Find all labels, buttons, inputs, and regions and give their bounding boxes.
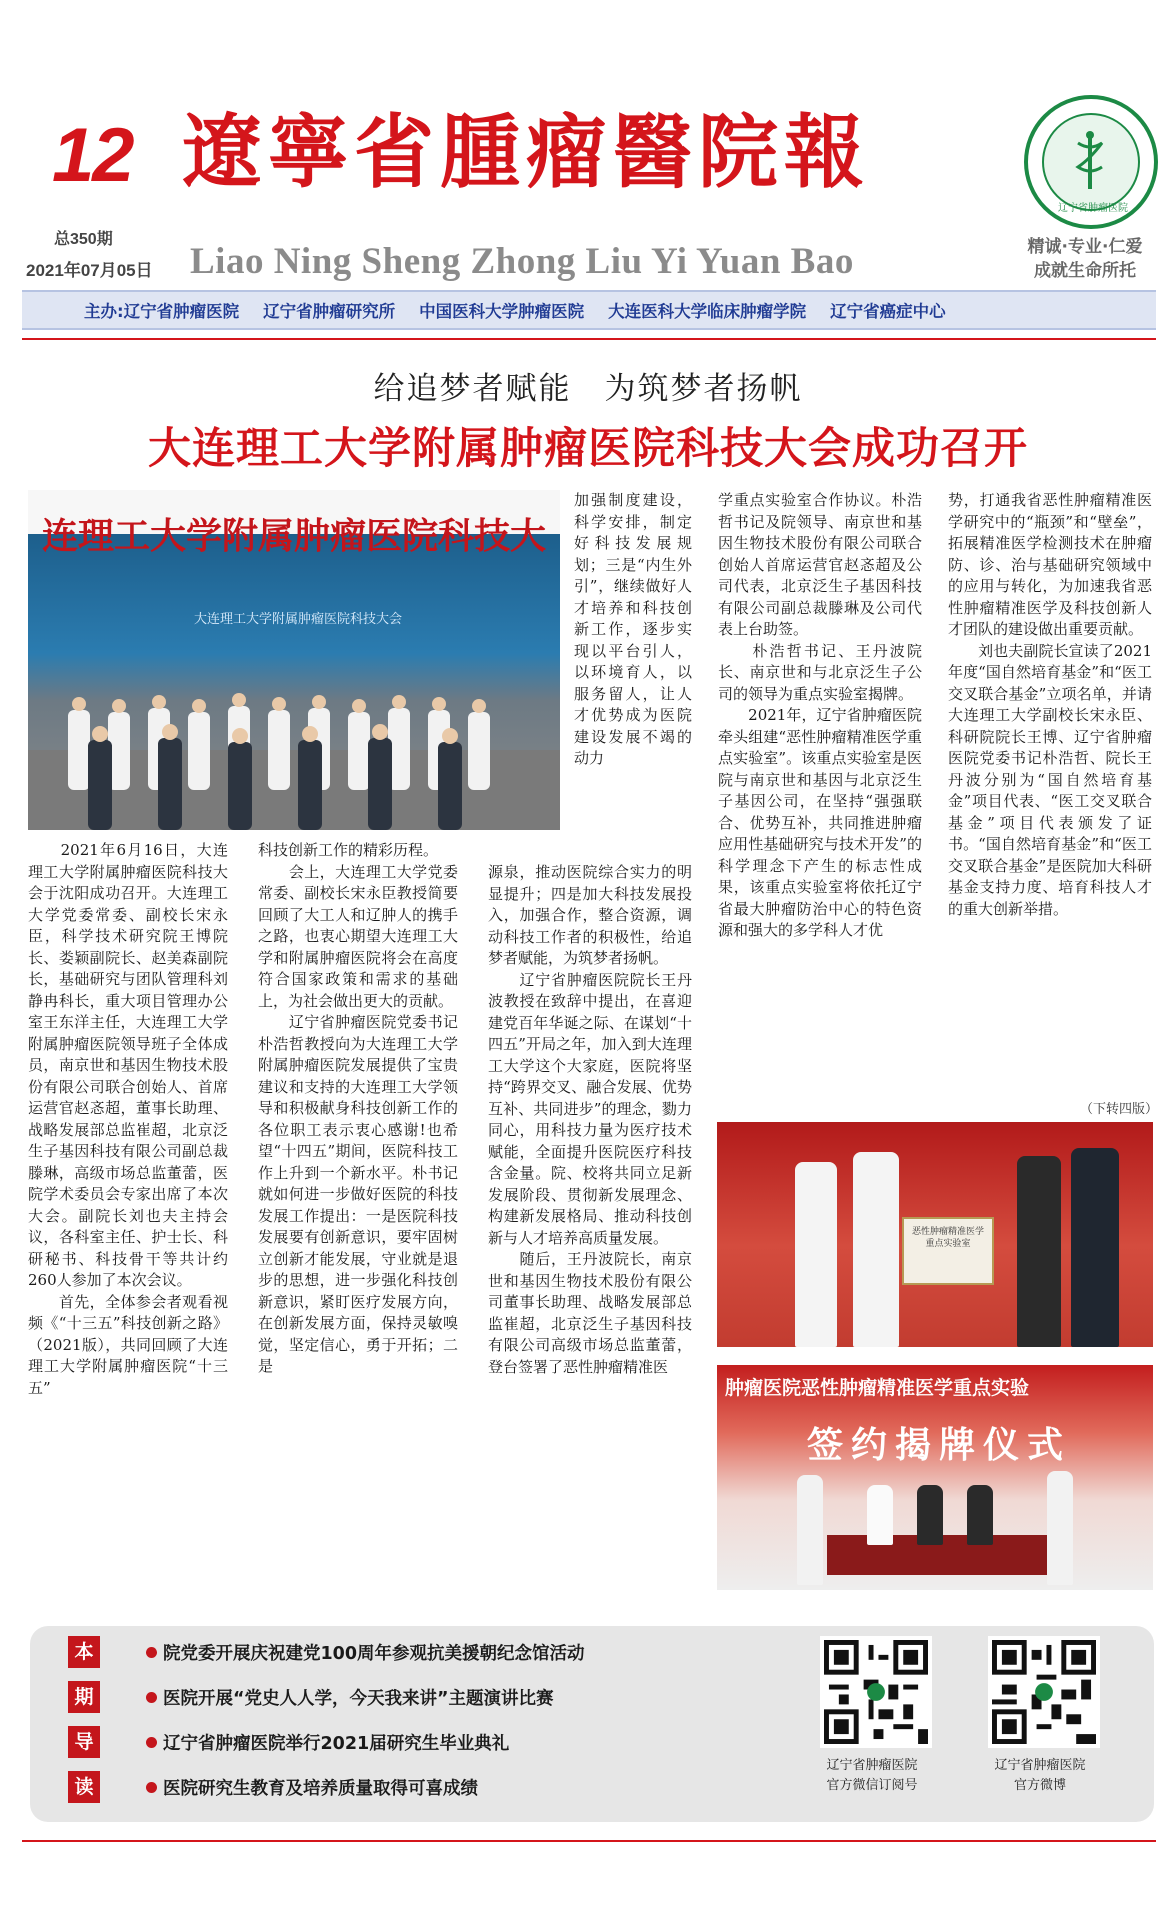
column-text: 加强制度建设，科学安排，制定好科技发展规划；三是“内生外引”，继续做好人才培养和科技创新工作，逐步实现以平台引人，以环境育人，以服务留人，让人才优势成为医院建设发展不竭的动力 <box>574 491 692 767</box>
page-number: 12 <box>52 113 133 198</box>
person-figure <box>967 1485 993 1545</box>
slogan-line1: 精诚·专业·仁爱 <box>1027 237 1143 257</box>
conference-photo <box>28 490 560 830</box>
sponsor-item: 辽宁省癌症中心 <box>830 302 946 321</box>
qr-caption-line: 辽宁省肿瘤医院 <box>826 1758 918 1773</box>
qr-caption-line: 官方微信订阅号 <box>826 1778 918 1793</box>
qr-caption <box>965 1756 1115 1796</box>
qr-caption <box>797 1756 947 1796</box>
divider <box>22 338 1156 340</box>
plaque-text: 恶性肿瘤精准医学重点实验室 <box>911 1227 984 1249</box>
divider <box>22 1840 1156 1842</box>
article-column-3a <box>574 490 692 770</box>
guide-tag: 导 <box>68 1726 100 1758</box>
column-text: 2021年6月16日，大连理工大学附属肿瘤医院科技大会于沈阳成功召开。大连理工大学党委常委、副校长宋永臣，科学技术研究院王博院长、娄颖副院长、赵美森副院长，基础研究与团队管理科刘静冉科长，重大项目管理办公室王东洋主任，大连理工大学附属肿瘤医院领导班子全体成员，南京世和基因生物技术股份有限公司联合创始人、首席运营官赵忞超，董事长助理、战略发展部总监崔超，北京泛生子基因科技有限公司副总裁滕琳，高级市场总监董蕾，医院学术委员会专家出席了本次大会。副院长刘也夫主持会议，各科室主任、护士长、科研秘书、科技骨干等共计约260人参加了本次会议。 首先，全体参会者观看视频《“十三五”科技创新之路》（2021版），共同回顾了大连理工大学附属肿瘤医院“十三五” <box>28 841 228 1397</box>
continued-note: （下转四版） <box>1080 1102 1159 1117</box>
sponsor-item: 辽宁省肿瘤研究所 <box>263 302 396 321</box>
person-figure <box>867 1485 893 1545</box>
sponsor-bar <box>22 290 1156 330</box>
photo-banner-text: 肿瘤医院恶性肿瘤精准医学重点实验 <box>725 1377 1030 1399</box>
weibo-qr-code[interactable] <box>988 1636 1100 1748</box>
bullet-icon <box>146 1737 157 1748</box>
bullet-icon <box>146 1782 157 1793</box>
photo-banner-text: 连理工大学附属肿瘤医院科技大 <box>41 516 546 557</box>
caduceus-icon <box>1072 129 1108 193</box>
person-figure <box>917 1485 943 1545</box>
guide-tag: 本 <box>68 1636 100 1668</box>
qr-code-icon <box>824 1640 928 1744</box>
sponsor-item: 中国医科大学肿瘤医院 <box>419 302 585 321</box>
person-figure <box>1047 1471 1073 1585</box>
qr-caption-line: 官方微博 <box>1013 1778 1066 1793</box>
guide-item[interactable] <box>146 1730 509 1755</box>
guide-item[interactable] <box>146 1775 478 1800</box>
bullet-icon <box>146 1647 157 1658</box>
column-text: 势，打通我省恶性肿瘤精准医学研究中的“瓶颈”和“壁垒”，拓展精准医学检测技术在肿瘤防、诊、治与基础研究领域中的应用与转化，为加速我省恶性肿瘤精准医学及科技创新人才团队的建设做出重要贡献。 刘也夫副院长宣读了2021年度“国自然培育基金”和“医工交叉联合基金”立项名单，并请大连理工大学副校长宋永臣、科研院院长王博、辽宁省肿瘤医院党委书记朴浩哲、院长王丹波分别为“国自然培育基金”项目代表、“医工交叉联合基金”项目代表颁发了证书。“国自然培育基金”和“医工交叉联合基金”是医院加大科研基金支持力度、培育科技人才的重大创新举措。 <box>948 491 1152 918</box>
column-text: 科技创新工作的精彩历程。 会上，大连理工大学党委常委、副校长宋永臣教授简要回顾了大工人和辽肿人的携手之路，也衷心期望大连理工大学和附属肿瘤医院将会在高度符合国家政策和需求的基础上，为社会做出更大的贡献。 辽宁省肿瘤医院党委书记朴浩哲教授向为大连理工大学附属肿瘤医院发展提供了宝贵建议和支持的大连理工大学领导和积极献身科技创新工作的各位职工表示衷心感谢!也希望“十四五”期间，医院科技工作上升到一个新水平。朴书记就如何进一步做好医院的科技发展工作提出：一是医院科技发展要有创新意识，要牢固树立创新才能发展，守业就是退步的思想，进一步强化科技创新意识，紧盯医疗发展方向，在创新发展方面，保持灵敏嗅觉，坚定信心，勇于开拓；二是 <box>258 841 458 1375</box>
article-column-3b <box>488 862 692 1378</box>
column-text: 学重点实验室合作协议。朴浩哲书记及院领导、南京世和基因生物技术股份有限公司联合创始人首席运营官赵忞超及公司代表，北京泛生子基因科技有限公司副总裁滕琳及公司代表上台助签。 朴浩哲书记、王丹波院长、南京世和与北京泛生子公司的领导为重点实验室揭牌。 2021年，辽宁省肿瘤医院牵头组建“恶性肿瘤精准医学重点实验室”。该重点实验室是医院与南京世和基因与北京泛生子基因公司，在坚持“强强联合、优势互补，共同推进肿瘤应用性基础研究与技术开发”的科学理念下产生的标志性成果，该重点实验室将依托辽宁省最大肿瘤防治中心的特色资源和强大的多学科人才优 <box>718 491 922 939</box>
guide-item-text: 医院开展“党史人人学，今天我来讲”主题演讲比赛 <box>163 1689 554 1709</box>
qr-code-icon <box>992 1640 1096 1744</box>
guide-item-text: 辽宁省肿瘤医院举行2021届研究生毕业典礼 <box>163 1734 510 1754</box>
crowd-illustration <box>28 690 560 830</box>
person-figure <box>1071 1148 1119 1347</box>
article-headline: 大连理工大学附属肿瘤医院科技大会成功召开 <box>148 424 1028 474</box>
guide-item-text: 医院研究生教育及培养质量取得可喜成绩 <box>163 1779 478 1799</box>
wechat-qr-code[interactable] <box>820 1636 932 1748</box>
photo-screen-text: 大连理工大学附属肿瘤医院科技大会 <box>193 612 402 627</box>
guide-item[interactable] <box>146 1640 585 1665</box>
article-column-4 <box>718 490 922 942</box>
article-column-1 <box>28 840 228 1399</box>
signing-ceremony-title: 签约揭牌仪式 <box>807 1425 1072 1466</box>
total-issue: 总350期 <box>54 231 113 248</box>
guide-tag: 期 <box>68 1681 100 1713</box>
bullet-icon <box>146 1692 157 1703</box>
logo-text: 辽宁省肿瘤医院 <box>1058 203 1128 214</box>
sponsor-label: 主办:辽宁省肿瘤医院 <box>84 302 240 321</box>
article-column-5 <box>948 490 1152 920</box>
qr-caption-line: 辽宁省肿瘤医院 <box>994 1758 1086 1773</box>
signing-photo <box>717 1365 1153 1590</box>
issue-date: 2021年07月05日 <box>26 261 153 280</box>
person-figure <box>797 1475 823 1585</box>
guide-item-text: 院党委开展庆祝建党100周年参观抗美援朝纪念馆活动 <box>163 1644 585 1664</box>
guide-tag: 读 <box>68 1771 100 1803</box>
person-figure <box>853 1152 899 1347</box>
lab-plaque <box>902 1217 994 1285</box>
hospital-logo <box>1024 95 1158 229</box>
unveiling-photo <box>717 1122 1153 1347</box>
issue-guide <box>30 1626 1154 1822</box>
guide-item[interactable] <box>146 1685 554 1710</box>
logo-inner <box>1042 113 1140 211</box>
person-figure <box>1017 1156 1061 1347</box>
column-text: 源泉，推动医院综合实力的明显提升；四是加大科技发展投入，加强合作，整合资源，调动科技工作者的积极性，给追梦者赋能，为筑梦者扬帆。 辽宁省肿瘤医院院长王丹波教授在致辞中提出，在喜迎建党百年华诞之际、在谋划“十四五”开局之年，加入到大连理工大学这个大家庭，医院将坚持“跨界交叉、融合发展、优势互补、共同进步”的理念，勠力同心，用科技力量为医疗技术赋能，全面提升医院医疗科技含金量。院、校将共同立足新发展阶段、贯彻新发展理念、构建新发展格局、推动科技创新与人才培养高质量发展。 随后，王丹波院长，南京世和基因生物技术股份有限公司董事长助理、战略发展部总监崔超，北京泛生子基因科技有限公司高级市场总监董蕾，登台签署了恶性肿瘤精准医 <box>488 863 692 1376</box>
newspaper-title: 遼寧省腫瘤醫院報 <box>182 105 870 199</box>
article-subhead: 给追梦者赋能 为筑梦者扬帆 <box>373 371 803 407</box>
title-pinyin: Liao Ning Sheng Zhong Liu Yi Yuan Bao <box>190 241 854 282</box>
sponsor-item: 大连医科大学临床肿瘤学院 <box>608 302 807 321</box>
article-column-2 <box>258 840 458 1378</box>
person-figure <box>795 1162 837 1347</box>
slogan-line2: 成就生命所托 <box>1034 261 1136 281</box>
